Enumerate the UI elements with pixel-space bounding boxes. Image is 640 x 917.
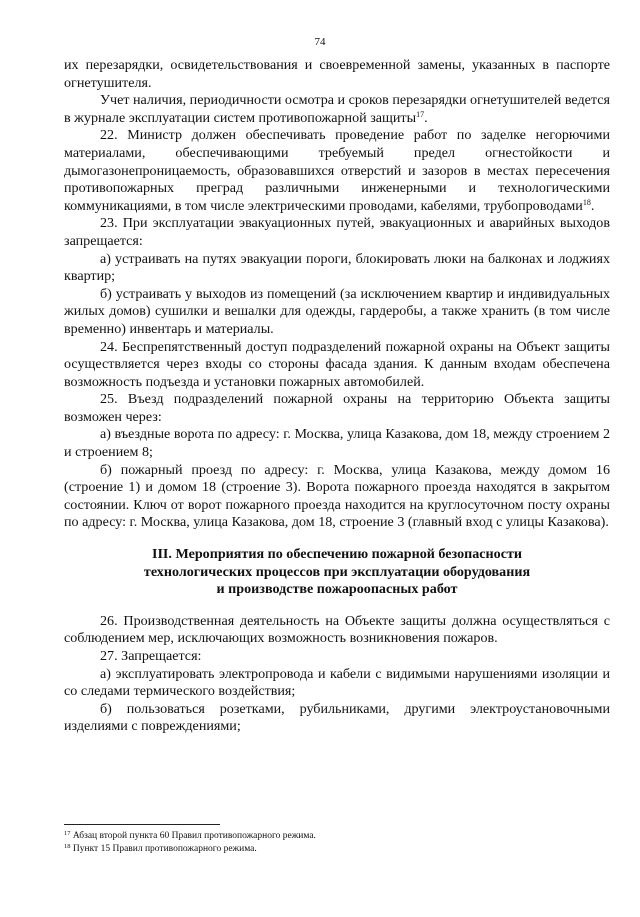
paragraph-item-23-b: б) устраивать у выходов из помещений (за исключением квартир и индивидуальных жилых домов) сушилки и вешалки для одежды, гардеробы, а также хранить (в том числе временно) инвентарь и материалы. xyxy=(64,285,610,337)
footnote-text: Пункт 15 Правил противопожарного режима. xyxy=(72,844,257,854)
paragraph-item-25-a: а) въездные ворота по адресу: г. Москва, улица Казакова, дом 18, между строением 2 и строением 8; xyxy=(64,426,610,461)
section-heading-line-3: и производстве пожароопасных работ xyxy=(216,581,458,598)
paragraph-item-27-a: а) эксплуатировать электропровода и кабели с видимыми нарушениями изоляции и со следами термического воздействия; xyxy=(64,665,610,700)
paragraph-text: Учет наличия, периодичности осмотра и сроков перезарядки огнетушителей ведется в журнале эксплуатации систем противопожарной защиты xyxy=(64,92,610,126)
footnote-ref-17[interactable]: 17 xyxy=(416,109,425,119)
paragraph-extinguisher-log xyxy=(64,92,610,127)
paragraph-item-25-b: б) пожарный проезд по адресу: г. Москва, улица Казакова, между домом 16 (строение 1) и домом 18 (строение 3). Ворота пожарного проезда находятся в закрытом состоянии. Ключ от ворот пожарного проезда находится на круглосуточном посту охраны по адресу: г. Москва, улица Казакова, дом 18, строение 3 (главный вход с улицы Казакова). xyxy=(64,461,610,531)
footnote-mark: 18 xyxy=(64,843,71,850)
paragraph-continuation: их перезарядки, освидетельствования и своевременной замены, указанных в паспорте огнетушителя. xyxy=(64,57,610,91)
footnote-divider xyxy=(64,824,220,825)
footnote-text: Абзац второй пункта 60 Правил противопожарного режима. xyxy=(72,831,316,841)
paragraph-item-27: 27. Запрещается: xyxy=(100,648,202,664)
footnote-mark: 17 xyxy=(64,830,71,837)
paragraph-item-23: 23. При эксплуатации эвакуационных путей, эвакуационных и аварийных выходов запрещается: xyxy=(64,215,610,249)
page-number: 74 xyxy=(314,36,326,48)
section-heading-line-2: технологических процессов при эксплуатации оборудования xyxy=(143,563,531,580)
paragraph-end: . xyxy=(590,197,595,214)
section-heading-line-1: III. Мероприятия по обеспечению пожарной безопасности xyxy=(151,546,523,563)
footnote-17 xyxy=(64,830,610,843)
paragraph-item-24: 24. Беспрепятственный доступ подразделений пожарной охраны на Объект защиты осуществляется через входы со стороны фасада здания. К данным входам обеспечена возможность подъезда и установки пожарных автомобилей. xyxy=(64,338,610,390)
footnote-ref-18[interactable]: 18 xyxy=(582,197,591,207)
section-heading xyxy=(64,546,610,599)
paragraph-item-22 xyxy=(64,127,610,215)
paragraph-item-27-b: б) пользоваться розетками, рубильниками, другими электроустановочными изделиями с повреждениями; xyxy=(64,700,610,735)
footnotes xyxy=(64,830,610,856)
document-body xyxy=(64,57,610,736)
paragraph-item-25: 25. Въезд подразделений пожарной охраны на территорию Объекта защиты возможен через: xyxy=(64,391,610,425)
paragraph-item-23-a: а) устраивать на путях эвакуации пороги, блокировать люки на балконах и лоджиях квартир; xyxy=(64,250,610,285)
footnote-18 xyxy=(64,843,610,856)
paragraph-text: 22. Министр должен обеспечивать проведение работ по заделке негорючими материалами, обеспечивающими требуемый предел огнестойкости и дымогазонепроницаемость, образовавшихся отверстий и зазоров в местах пересечения противопожарных преград различными инженерными и технологическими коммуникациями, в том числе электрическими проводами, кабелями, трубопроводами xyxy=(64,127,610,214)
paragraph-item-26: 26. Производственная деятельность на Объекте защиты должна осуществляться с соблюдением мер, исключающих возможность возникновения пожаров. xyxy=(64,612,610,647)
paragraph-end: . xyxy=(424,109,428,126)
